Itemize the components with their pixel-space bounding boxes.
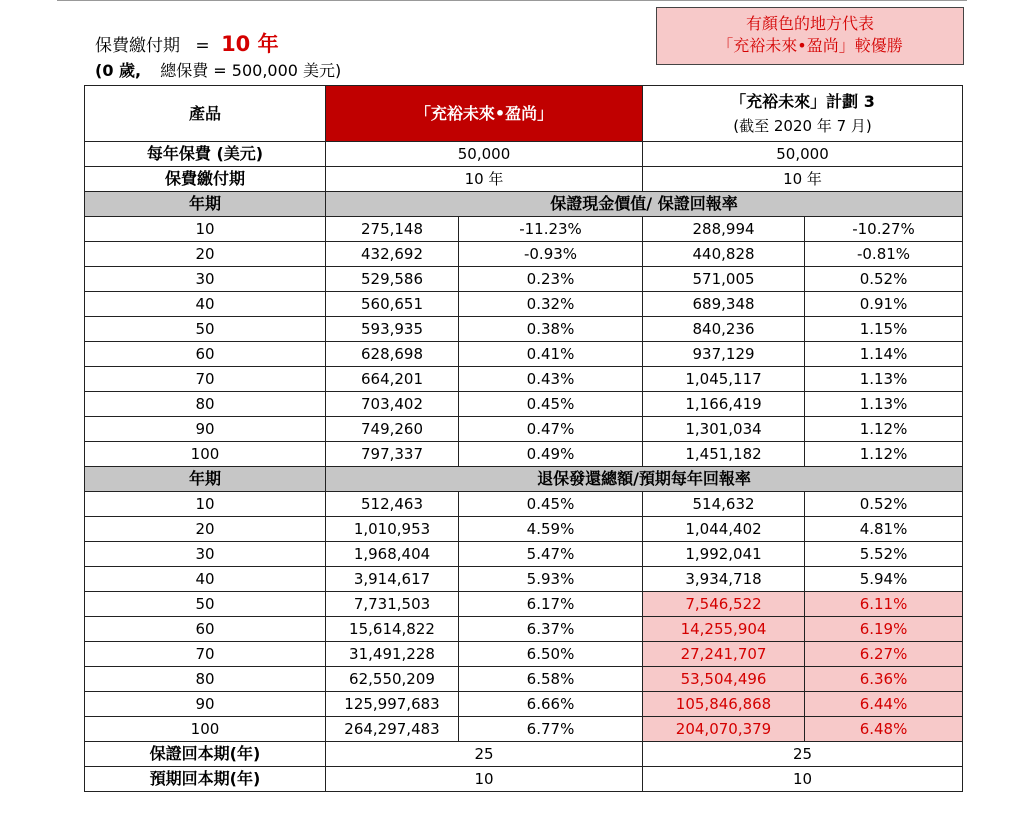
expected-breakeven-a: 10 [326, 767, 643, 792]
section2-row [85, 667, 963, 692]
section1-rate-a: 0.32% [459, 292, 643, 317]
section1-value-b: 689,348 [643, 292, 805, 317]
section1-value-a: 593,935 [326, 317, 459, 342]
section1-value-b: 571,005 [643, 267, 805, 292]
section2-rate-b: 5.52% [805, 542, 963, 567]
age-premium-line [95, 58, 341, 81]
section1-row [85, 392, 963, 417]
section2-year: 30 [85, 542, 326, 567]
section1-year: 20 [85, 242, 326, 267]
section1-value-b: 440,828 [643, 242, 805, 267]
product-b-name: 「充裕未來」計劃 3 [730, 91, 875, 111]
section1-value-a: 529,586 [326, 267, 459, 292]
section1-rate-a: 0.45% [459, 392, 643, 417]
section2-rate-a: 6.17% [459, 592, 643, 617]
section2-rate-b: 6.11% [805, 592, 963, 617]
section2-rate-a: 5.47% [459, 542, 643, 567]
section1-year: 50 [85, 317, 326, 342]
section2-value-b: 1,044,402 [643, 517, 805, 542]
section2-value-b: 27,241,707 [643, 642, 805, 667]
section1-rate-a: 0.47% [459, 417, 643, 442]
section1-rate-b: 1.15% [805, 317, 963, 342]
section2-row [85, 717, 963, 742]
section-title-surrender: 退保發還總額/預期每年回報率 [326, 467, 963, 492]
section-year-label: 年期 [85, 192, 326, 217]
section1-rate-a: 0.49% [459, 442, 643, 467]
section1-rate-b: 0.52% [805, 267, 963, 292]
section1-year: 100 [85, 442, 326, 467]
section1-row [85, 242, 963, 267]
section1-row [85, 367, 963, 392]
legend-line-2: 「充裕未來•盈尚」較優勝 [717, 36, 903, 55]
section2-value-b: 3,934,718 [643, 567, 805, 592]
section1-value-a: 560,651 [326, 292, 459, 317]
section2-row [85, 642, 963, 667]
section1-rate-b: 1.13% [805, 392, 963, 417]
section1-rate-a: 0.23% [459, 267, 643, 292]
product-b-date: (截至 2020 年 7 月) [733, 116, 872, 135]
section-title-guaranteed: 保證現金價值/ 保證回報率 [326, 192, 963, 217]
color-legend-box [656, 7, 964, 65]
annual-premium-b: 50,000 [643, 142, 963, 167]
section2-year: 50 [85, 592, 326, 617]
section1-year: 10 [85, 217, 326, 242]
section2-year: 100 [85, 717, 326, 742]
section2-row [85, 542, 963, 567]
section2-value-a: 15,614,822 [326, 617, 459, 642]
section1-row [85, 342, 963, 367]
section2-year: 80 [85, 667, 326, 692]
section1-year: 30 [85, 267, 326, 292]
section1-value-b: 1,301,034 [643, 417, 805, 442]
section2-value-b: 1,992,041 [643, 542, 805, 567]
payment-term-a: 10 年 [326, 167, 643, 192]
section2-value-b: 7,546,522 [643, 592, 805, 617]
section2-rate-a: 0.45% [459, 492, 643, 517]
section1-row [85, 442, 963, 467]
section1-row [85, 317, 963, 342]
section1-row [85, 267, 963, 292]
section2-value-a: 1,010,953 [326, 517, 459, 542]
section2-rate-b: 6.44% [805, 692, 963, 717]
product-b-cell [643, 86, 963, 142]
product-label: 產品 [85, 86, 326, 142]
section1-value-a: 749,260 [326, 417, 459, 442]
expected-breakeven-label: 預期回本期(年) [85, 767, 326, 792]
section1-rate-b: 1.13% [805, 367, 963, 392]
section2-value-a: 1,968,404 [326, 542, 459, 567]
annual-premium-a: 50,000 [326, 142, 643, 167]
guaranteed-breakeven-row [85, 742, 963, 767]
expected-breakeven-b: 10 [643, 767, 963, 792]
product-header-row [85, 86, 963, 142]
section2-rate-b: 0.52% [805, 492, 963, 517]
section1-value-a: 664,201 [326, 367, 459, 392]
section1-rate-b: 1.12% [805, 442, 963, 467]
equals-sign: = [195, 36, 210, 56]
section1-year: 70 [85, 367, 326, 392]
section2-rate-b: 4.81% [805, 517, 963, 542]
section1-rate-b: -10.27% [805, 217, 963, 242]
legend-line-1: 有顏色的地方代表 [745, 14, 874, 33]
section1-rate-a: 0.41% [459, 342, 643, 367]
section2-rate-b: 6.48% [805, 717, 963, 742]
section1-year: 80 [85, 392, 326, 417]
section2-value-b: 514,632 [643, 492, 805, 517]
section2-value-a: 512,463 [326, 492, 459, 517]
section1-rate-a: -11.23% [459, 217, 643, 242]
guaranteed-breakeven-a: 25 [326, 742, 643, 767]
section1-value-b: 840,236 [643, 317, 805, 342]
section2-row [85, 617, 963, 642]
section2-value-b: 204,070,379 [643, 717, 805, 742]
section1-value-a: 432,692 [326, 242, 459, 267]
section1-value-a: 797,337 [326, 442, 459, 467]
section2-rate-a: 5.93% [459, 567, 643, 592]
section1-rate-b: 1.14% [805, 342, 963, 367]
section2-value-a: 264,297,483 [326, 717, 459, 742]
section2-rate-a: 6.66% [459, 692, 643, 717]
section1-value-b: 1,045,117 [643, 367, 805, 392]
section2-value-a: 31,491,228 [326, 642, 459, 667]
section1-year: 40 [85, 292, 326, 317]
section1-value-a: 628,698 [326, 342, 459, 367]
section1-value-b: 1,451,182 [643, 442, 805, 467]
section-header-guaranteed [85, 192, 963, 217]
section2-row [85, 692, 963, 717]
section2-value-b: 53,504,496 [643, 667, 805, 692]
section2-rate-a: 6.58% [459, 667, 643, 692]
total-premium-text: 總保費 = 500,000 美元) [160, 61, 342, 80]
section1-row [85, 217, 963, 242]
section1-rate-b: -0.81% [805, 242, 963, 267]
payment-term-years: 10 年 [221, 32, 279, 56]
product-a-name: 「充裕未來•盈尚」 [326, 86, 643, 142]
section1-rate-a: 0.43% [459, 367, 643, 392]
section2-value-a: 62,550,209 [326, 667, 459, 692]
section1-row [85, 292, 963, 317]
section1-value-a: 275,148 [326, 217, 459, 242]
section1-rate-a: 0.38% [459, 317, 643, 342]
section2-row [85, 592, 963, 617]
section1-value-b: 937,129 [643, 342, 805, 367]
section1-rate-b: 0.91% [805, 292, 963, 317]
section2-value-a: 125,997,683 [326, 692, 459, 717]
section2-year: 20 [85, 517, 326, 542]
payment-term-row [85, 167, 963, 192]
section2-rate-b: 6.19% [805, 617, 963, 642]
comparison-table [84, 85, 963, 792]
section1-value-b: 1,166,419 [643, 392, 805, 417]
section2-year: 40 [85, 567, 326, 592]
section-header-surrender [85, 467, 963, 492]
section2-year: 90 [85, 692, 326, 717]
section1-value-b: 288,994 [643, 217, 805, 242]
section2-row [85, 492, 963, 517]
payment-term-label: 保費繳付期 [95, 36, 180, 56]
section2-rate-a: 6.77% [459, 717, 643, 742]
section1-year: 90 [85, 417, 326, 442]
section1-row [85, 417, 963, 442]
section2-row [85, 517, 963, 542]
section2-rate-b: 6.27% [805, 642, 963, 667]
section2-value-b: 105,846,868 [643, 692, 805, 717]
section2-year: 10 [85, 492, 326, 517]
section2-rate-a: 6.37% [459, 617, 643, 642]
section1-rate-b: 1.12% [805, 417, 963, 442]
section-year-label: 年期 [85, 467, 326, 492]
section1-year: 60 [85, 342, 326, 367]
table-body [85, 86, 963, 792]
section2-rate-b: 5.94% [805, 567, 963, 592]
section2-value-a: 3,914,617 [326, 567, 459, 592]
expected-breakeven-row [85, 767, 963, 792]
section1-value-a: 703,402 [326, 392, 459, 417]
top-rule [57, 0, 967, 1]
guaranteed-breakeven-b: 25 [643, 742, 963, 767]
section2-rate-b: 6.36% [805, 667, 963, 692]
annual-premium-label: 每年保費 (美元) [85, 142, 326, 167]
section2-row [85, 567, 963, 592]
payment-term-row-label: 保費繳付期 [85, 167, 326, 192]
section2-year: 70 [85, 642, 326, 667]
section2-value-b: 14,255,904 [643, 617, 805, 642]
section2-rate-a: 6.50% [459, 642, 643, 667]
section2-year: 60 [85, 617, 326, 642]
section1-rate-a: -0.93% [459, 242, 643, 267]
section2-rate-a: 4.59% [459, 517, 643, 542]
payment-term-b: 10 年 [643, 167, 963, 192]
age-text: (0 歲, [95, 61, 142, 80]
annual-premium-row [85, 142, 963, 167]
guaranteed-breakeven-label: 保證回本期(年) [85, 742, 326, 767]
payment-term-heading [95, 28, 279, 58]
section2-value-a: 7,731,503 [326, 592, 459, 617]
